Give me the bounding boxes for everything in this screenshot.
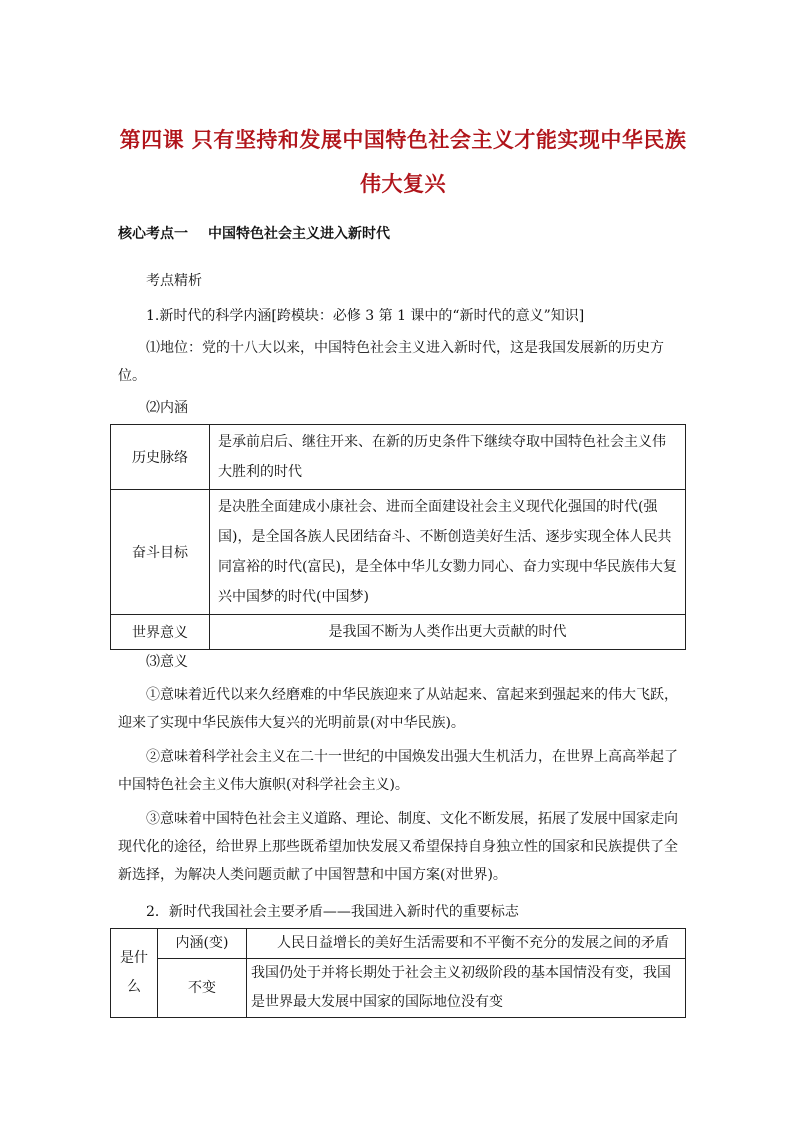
- row-content: 是我国不断为人类作出更大贡献的时代: [210, 615, 686, 650]
- section-heading: [118, 223, 390, 243]
- connotation-table: [110, 424, 686, 650]
- meaning-paragraph: ③意味着中国特色社会主义道路、理论、制度、文化不断发展，拓展了发展中国家走向现代化的途径，给世界上那些既希望加快发展又希望保持自身独立性的国家和民族提供了全新选择，为解决人类问题贡献了中国智慧和中国方案(对世界)。: [118, 811, 678, 883]
- row-head: 历史脉络: [111, 425, 210, 490]
- section-number: 核心考点一: [118, 226, 188, 242]
- item1-heading: 1.新时代的科学内涵[跨模块：必修 3 第 1 课中的“新时代的意义”知识]: [146, 308, 585, 324]
- row-content: 是决胜全面建成小康社会、进而全面建设社会主义现代化强国的时代(强国)，是全国各族人民团结奋斗、不断创造美好生活、逐步实现全体人民共同富裕的时代(富民)，是全体中华儿女勠力同心、奋力实现中华民族伟大复兴中国梦的时代(中国梦): [210, 490, 686, 615]
- table-row: [111, 425, 686, 490]
- table-row: [111, 959, 686, 1018]
- meaning-paragraph: ②意味着科学社会主义在二十一世纪的中国焕发出强大生机活力，在世界上高高举起了中国特色社会主义伟大旗帜(对科学社会主义)。: [118, 749, 678, 793]
- connotation-label: ⑵内涵: [146, 400, 188, 416]
- lesson-title: 第四课 只有坚持和发展中国特色社会主义才能实现中华民族伟大复兴: [119, 127, 687, 196]
- row-content: 我国仍处于并将长期处于社会主义初级阶段的基本国情没有变，我国是世界最大发展中国家的国际地位没有变: [247, 959, 686, 1018]
- row-label: 内涵(变): [158, 929, 247, 959]
- table-row: [111, 490, 686, 615]
- row-head: 奋斗目标: [111, 490, 210, 615]
- analysis-label: 考点精析: [146, 273, 202, 289]
- item2-heading: 2．新时代我国社会主要矛盾——我国进入新时代的重要标志: [146, 904, 519, 920]
- section-title: 中国特色社会主义进入新时代: [208, 226, 390, 242]
- status-paragraph: ⑴地位：党的十八大以来，中国特色社会主义进入新时代，这是我国发展新的历史方位。: [118, 340, 664, 384]
- row-label: 不变: [158, 959, 247, 1018]
- group-head: 是什么: [111, 929, 158, 1018]
- meaning-paragraph: ①意味着近代以来久经磨难的中华民族迎来了从站起来、富起来到强起来的伟大飞跃，迎来了实现中华民族伟大复兴的光明前景(对中华民族)。: [118, 687, 678, 731]
- row-content: 是承前启后、继往开来、在新的历史条件下继续夺取中国特色社会主义伟大胜利的时代: [210, 425, 686, 490]
- contradiction-table: [110, 928, 686, 1018]
- table-row: [111, 929, 686, 959]
- table-row: [111, 615, 686, 650]
- row-head: 世界意义: [111, 615, 210, 650]
- significance-label: ⑶意义: [146, 654, 188, 670]
- row-content: 人民日益增长的美好生活需要和不平衡不充分的发展之间的矛盾: [247, 929, 686, 959]
